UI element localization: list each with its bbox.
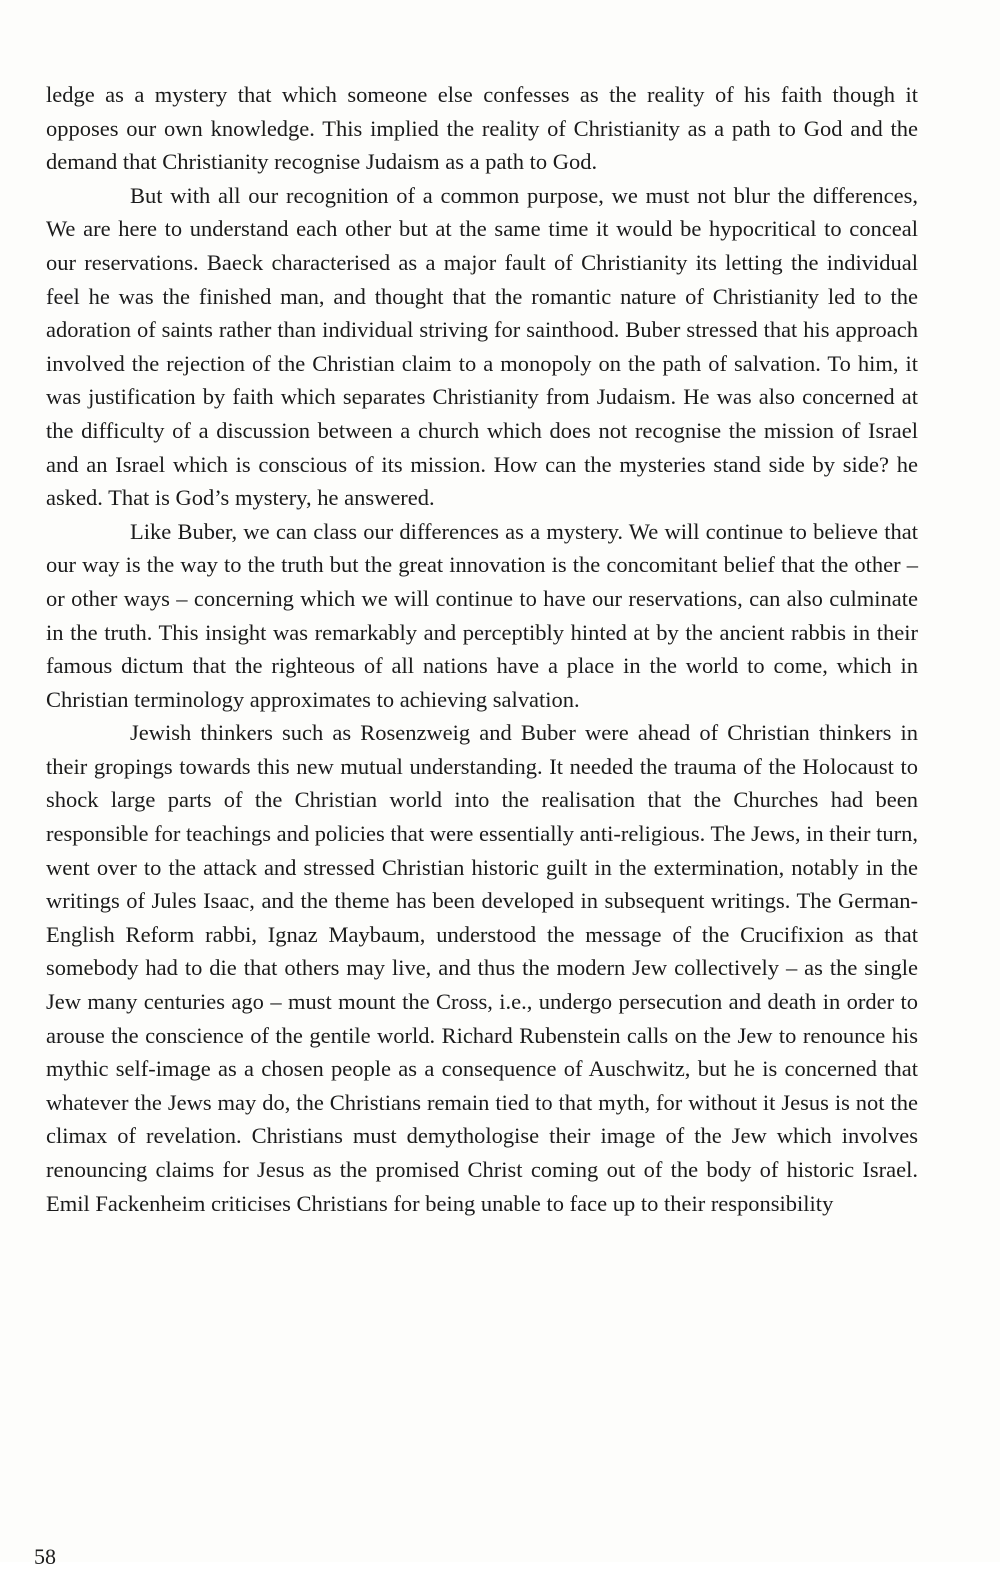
paragraph-4: Jewish thinkers such as Rosenzweig and Buber were ahead of Christian thinkers in their gropings towards this new mutual understanding. It needed the trauma of the Holocaust to shock large parts of the Christian world into the realisation that the Churches had been responsible for teachings and policies that were essentially anti-religious. The Jews, in their turn, went over to the attack and stressed Christian historic guilt in the extermination, notably in the writings of Jules Isaac, and the theme has been developed in subsequent writings. The German-English Reform rabbi, Ignaz Maybaum, understood the message of the Crucifixion as that somebody had to die that others may live, and thus the modern Jew collectively – as the single Jew many centuries ago – must mount the Cross, i.e., undergo persecution and death in order to arouse the conscience of the gentile world. Richard Rubenstein calls on the Jew to renounce his mythic self-image as a chosen people as a consequence of Auschwitz, but he is concerned that whatever the Jews may do, the Christians remain tied to that myth, for without it Jesus is not the climax of revelation. Christians must demythologise their image of the Jew which involves renouncing claims for Jesus as the promised Christ coming out of the body of historic Israel. Emil Fackenheim criticises Christians for being unable to face up to their responsibility bbox=[46, 720, 918, 1216]
paragraph-2: But with all our recognition of a common purpose, we must not blur the differences, We are here to understand each other but at the same time it would be hypocritical to conceal our reservations. Baeck characterised as a major fault of Christianity its letting the individual feel he was the finished man, and thought that the romantic nature of Christianity led to the adoration of saints rather than individual striving for sainthood. Buber stressed that his approach involved the rejection of the Christian claim to a monopoly on the path of salvation. To him, it was justification by faith which separates Christianity from Judaism. He was also concerned at the difficulty of a discussion between a church which does not recognise the mission of Israel and an Israel which is conscious of its mission. How can the mysteries stand side by side? he asked. That is God’s mystery, he answered. bbox=[46, 182, 918, 511]
page-number: 58 bbox=[34, 1544, 56, 1569]
body-text bbox=[46, 78, 918, 1220]
paragraph-3: Like Buber, we can class our differences as a mystery. We will continue to believe that our way is the way to the truth but the great innovation is the concomitant belief that the other – or other ways – concerning which we will continue to have our reservations, can also culminate in the truth. This insight was remarkably and perceptibly hinted at by the ancient rabbis in their famous dictum that the righteous of all nations have a place in the world to come, which in Christian terminology approximates to achieving salvation. bbox=[46, 518, 918, 712]
paragraph-1: ledge as a mystery that which someone else confesses as the reality of his faith though it opposes our own knowledge. This implied the reality of Christianity as a path to God and the demand that Christianity recognise Judaism as a path to God. bbox=[46, 82, 918, 175]
